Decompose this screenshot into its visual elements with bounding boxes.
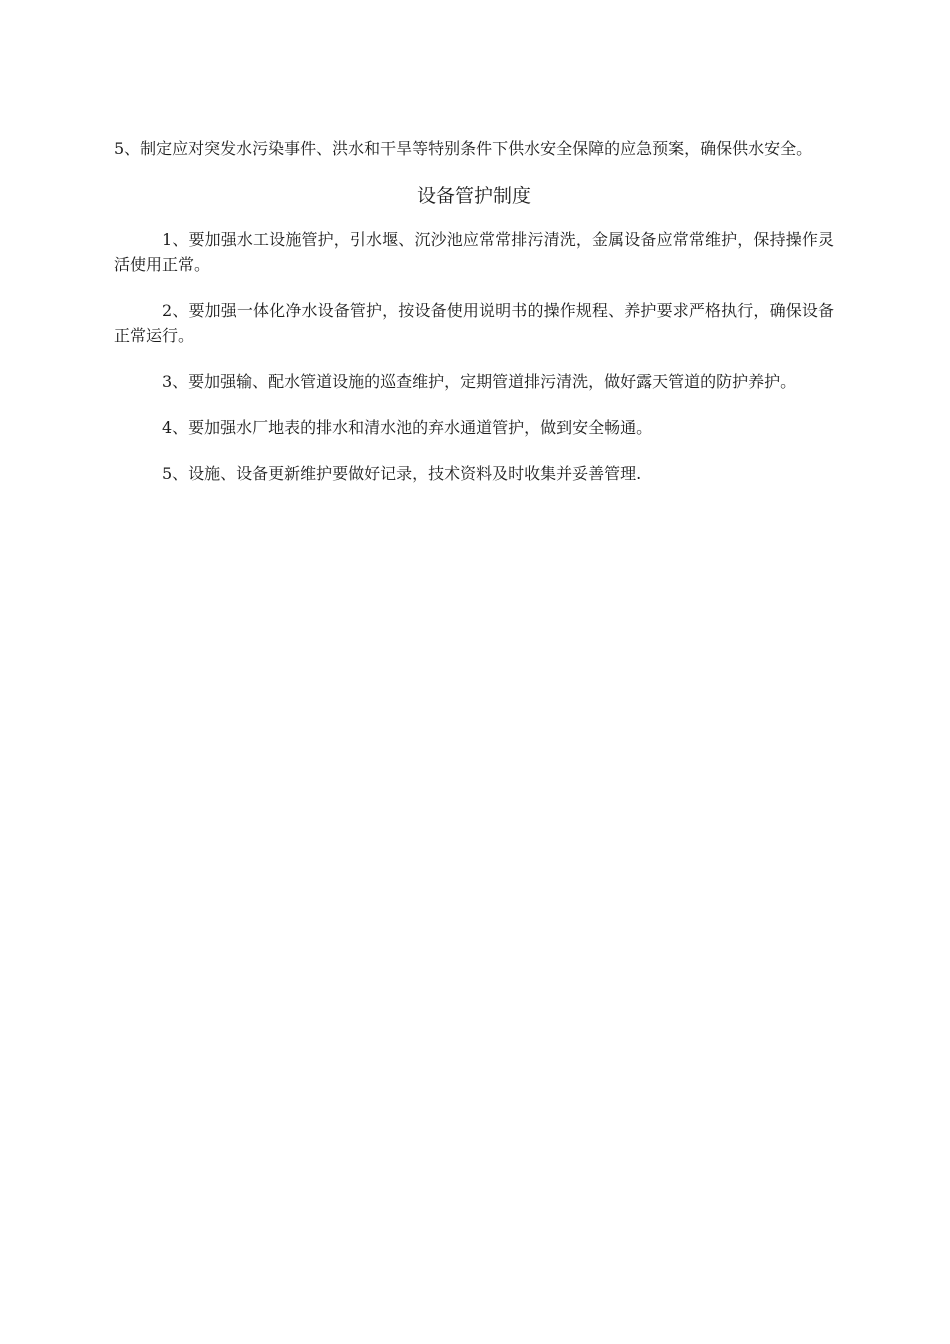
section-title: 设备管护制度 (416, 185, 531, 207)
document-page (114, 136, 834, 486)
paragraph-gap (114, 440, 834, 461)
paragraph-gap (114, 394, 834, 415)
section-item-5: 5、设施、设备更新维护要做好记录，技术资料及时收集并妥善管理. (162, 464, 642, 483)
intro-paragraph: 5、制定应对突发水污染事件、洪水和干旱等特别条件下供水安全保障的应急预案，确保供水安全。 (114, 139, 813, 158)
section-item-1: 1、要加强水工设施管护，引水堰、沉沙池应常常排污清洗，金属设备应常常维护，保持操作灵活使用正常。 (114, 230, 834, 274)
section-item-2: 2、要加强一体化净水设备管护，按设备使用说明书的操作规程、养护要求严格执行，确保设备正常运行。 (114, 301, 834, 345)
section-item-4: 4、要加强水厂地表的排水和清水池的弃水通道管护，做到安全畅通。 (162, 418, 653, 437)
paragraph-gap (114, 348, 834, 369)
section-item-3: 3、要加强输、配水管道设施的巡查维护，定期管道排污清洗，做好露天管道的防护养护。 (162, 372, 797, 391)
paragraph-gap (114, 277, 834, 298)
